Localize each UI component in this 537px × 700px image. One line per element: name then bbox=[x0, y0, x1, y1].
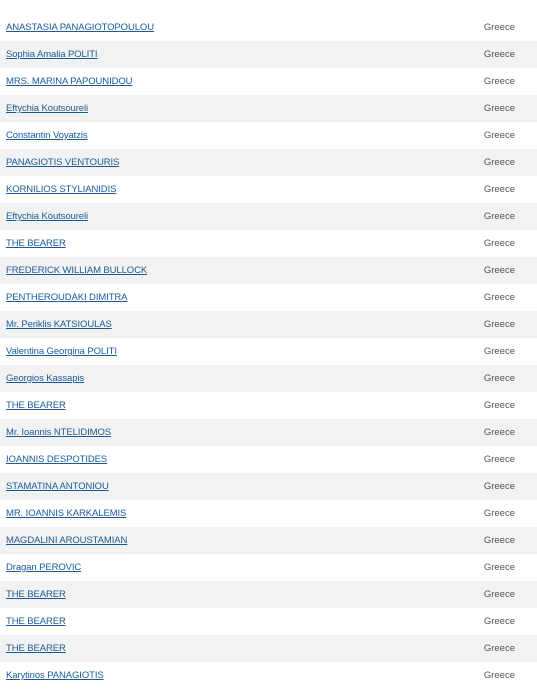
name-link[interactable]: Eftychia Koutsoureli bbox=[6, 103, 88, 114]
country-cell: Greece bbox=[483, 481, 515, 492]
table-row bbox=[0, 122, 537, 149]
name-link[interactable]: MRS. MARINA PAPOUNIDOU bbox=[6, 76, 133, 87]
name-link[interactable]: Karytinos PANAGIOTIS bbox=[6, 670, 104, 681]
country-cell: Greece bbox=[483, 535, 515, 546]
name-link[interactable]: PENTHEROUDAKI DIMITRA bbox=[6, 292, 128, 303]
country-cell: Greece bbox=[483, 22, 515, 33]
country-cell: Greece bbox=[483, 562, 515, 573]
country-cell: Greece bbox=[483, 103, 515, 114]
table-row bbox=[0, 500, 537, 527]
country-cell: Greece bbox=[483, 670, 515, 681]
name-link[interactable]: THE BEARER bbox=[6, 616, 66, 627]
table-row bbox=[0, 311, 537, 338]
name-link[interactable]: THE BEARER bbox=[6, 643, 66, 654]
name-link[interactable]: KORNILIOS STYLIANIDIS bbox=[6, 184, 117, 195]
country-cell: Greece bbox=[483, 265, 515, 276]
country-cell: Greece bbox=[483, 616, 515, 627]
table-row bbox=[0, 635, 537, 662]
table-row bbox=[0, 176, 537, 203]
name-link[interactable]: Constantin Voyatzis bbox=[6, 130, 88, 141]
table-row bbox=[0, 527, 537, 554]
name-link[interactable]: Mr. Ioannis NTELIDIMOS bbox=[6, 427, 111, 438]
table-row bbox=[0, 365, 537, 392]
name-link[interactable]: Mr. Periklis KATSIOULAS bbox=[6, 319, 112, 330]
table-row bbox=[0, 446, 537, 473]
table-row bbox=[0, 230, 537, 257]
table-row bbox=[0, 392, 537, 419]
name-link[interactable]: Georgios Kassapis bbox=[6, 373, 85, 384]
name-link[interactable]: ANASTASIA PANAGIOTOPOULOU bbox=[6, 22, 154, 33]
country-cell: Greece bbox=[483, 319, 515, 330]
country-cell: Greece bbox=[483, 346, 515, 357]
table-row bbox=[0, 95, 537, 122]
table-row bbox=[0, 14, 537, 41]
table-row bbox=[0, 284, 537, 311]
table-row bbox=[0, 554, 537, 581]
name-link[interactable]: Valentina Georgina POLITI bbox=[6, 346, 117, 357]
country-cell: Greece bbox=[483, 589, 515, 600]
name-link[interactable]: THE BEARER bbox=[6, 589, 66, 600]
country-cell: Greece bbox=[483, 49, 515, 60]
table-row bbox=[0, 608, 537, 635]
country-cell: Greece bbox=[483, 130, 515, 141]
name-link[interactable]: THE BEARER bbox=[6, 400, 66, 411]
country-cell: Greece bbox=[483, 508, 515, 519]
name-link[interactable]: STAMATINA ANTONIOU bbox=[6, 481, 109, 492]
table-row bbox=[0, 149, 537, 176]
table-row bbox=[0, 338, 537, 365]
name-link[interactable]: Sophia Amalia POLITI bbox=[6, 49, 98, 60]
name-link[interactable]: PANAGIOTIS VENTOURIS bbox=[6, 157, 120, 168]
country-cell: Greece bbox=[483, 184, 515, 195]
country-cell: Greece bbox=[483, 211, 515, 222]
country-cell: Greece bbox=[483, 643, 515, 654]
name-link[interactable]: FREDERICK WILLIAM BULLOCK bbox=[6, 265, 148, 276]
name-link[interactable]: Eftychia Koutsoureli bbox=[6, 211, 88, 222]
name-link[interactable]: MR. IOANNIS KARKALEMIS bbox=[6, 508, 127, 519]
country-cell: Greece bbox=[483, 400, 515, 411]
name-link[interactable]: MAGDALINI AROUSTAMIAN bbox=[6, 535, 128, 546]
table-row bbox=[0, 581, 537, 608]
table-row bbox=[0, 662, 537, 689]
country-cell: Greece bbox=[483, 427, 515, 438]
country-cell: Greece bbox=[483, 292, 515, 303]
table-row bbox=[0, 41, 537, 68]
table-row bbox=[0, 257, 537, 284]
country-cell: Greece bbox=[483, 157, 515, 168]
table-row bbox=[0, 203, 537, 230]
table-row bbox=[0, 419, 537, 446]
name-link[interactable]: THE BEARER bbox=[6, 238, 66, 249]
table-row bbox=[0, 473, 537, 500]
country-cell: Greece bbox=[483, 76, 515, 87]
name-link[interactable]: Dragan PEROVIC bbox=[6, 562, 82, 573]
country-cell: Greece bbox=[483, 238, 515, 249]
country-cell: Greece bbox=[483, 373, 515, 384]
name-link[interactable]: IOANNIS DESPOTIDES bbox=[6, 454, 108, 465]
table-row bbox=[0, 68, 537, 95]
country-cell: Greece bbox=[483, 454, 515, 465]
